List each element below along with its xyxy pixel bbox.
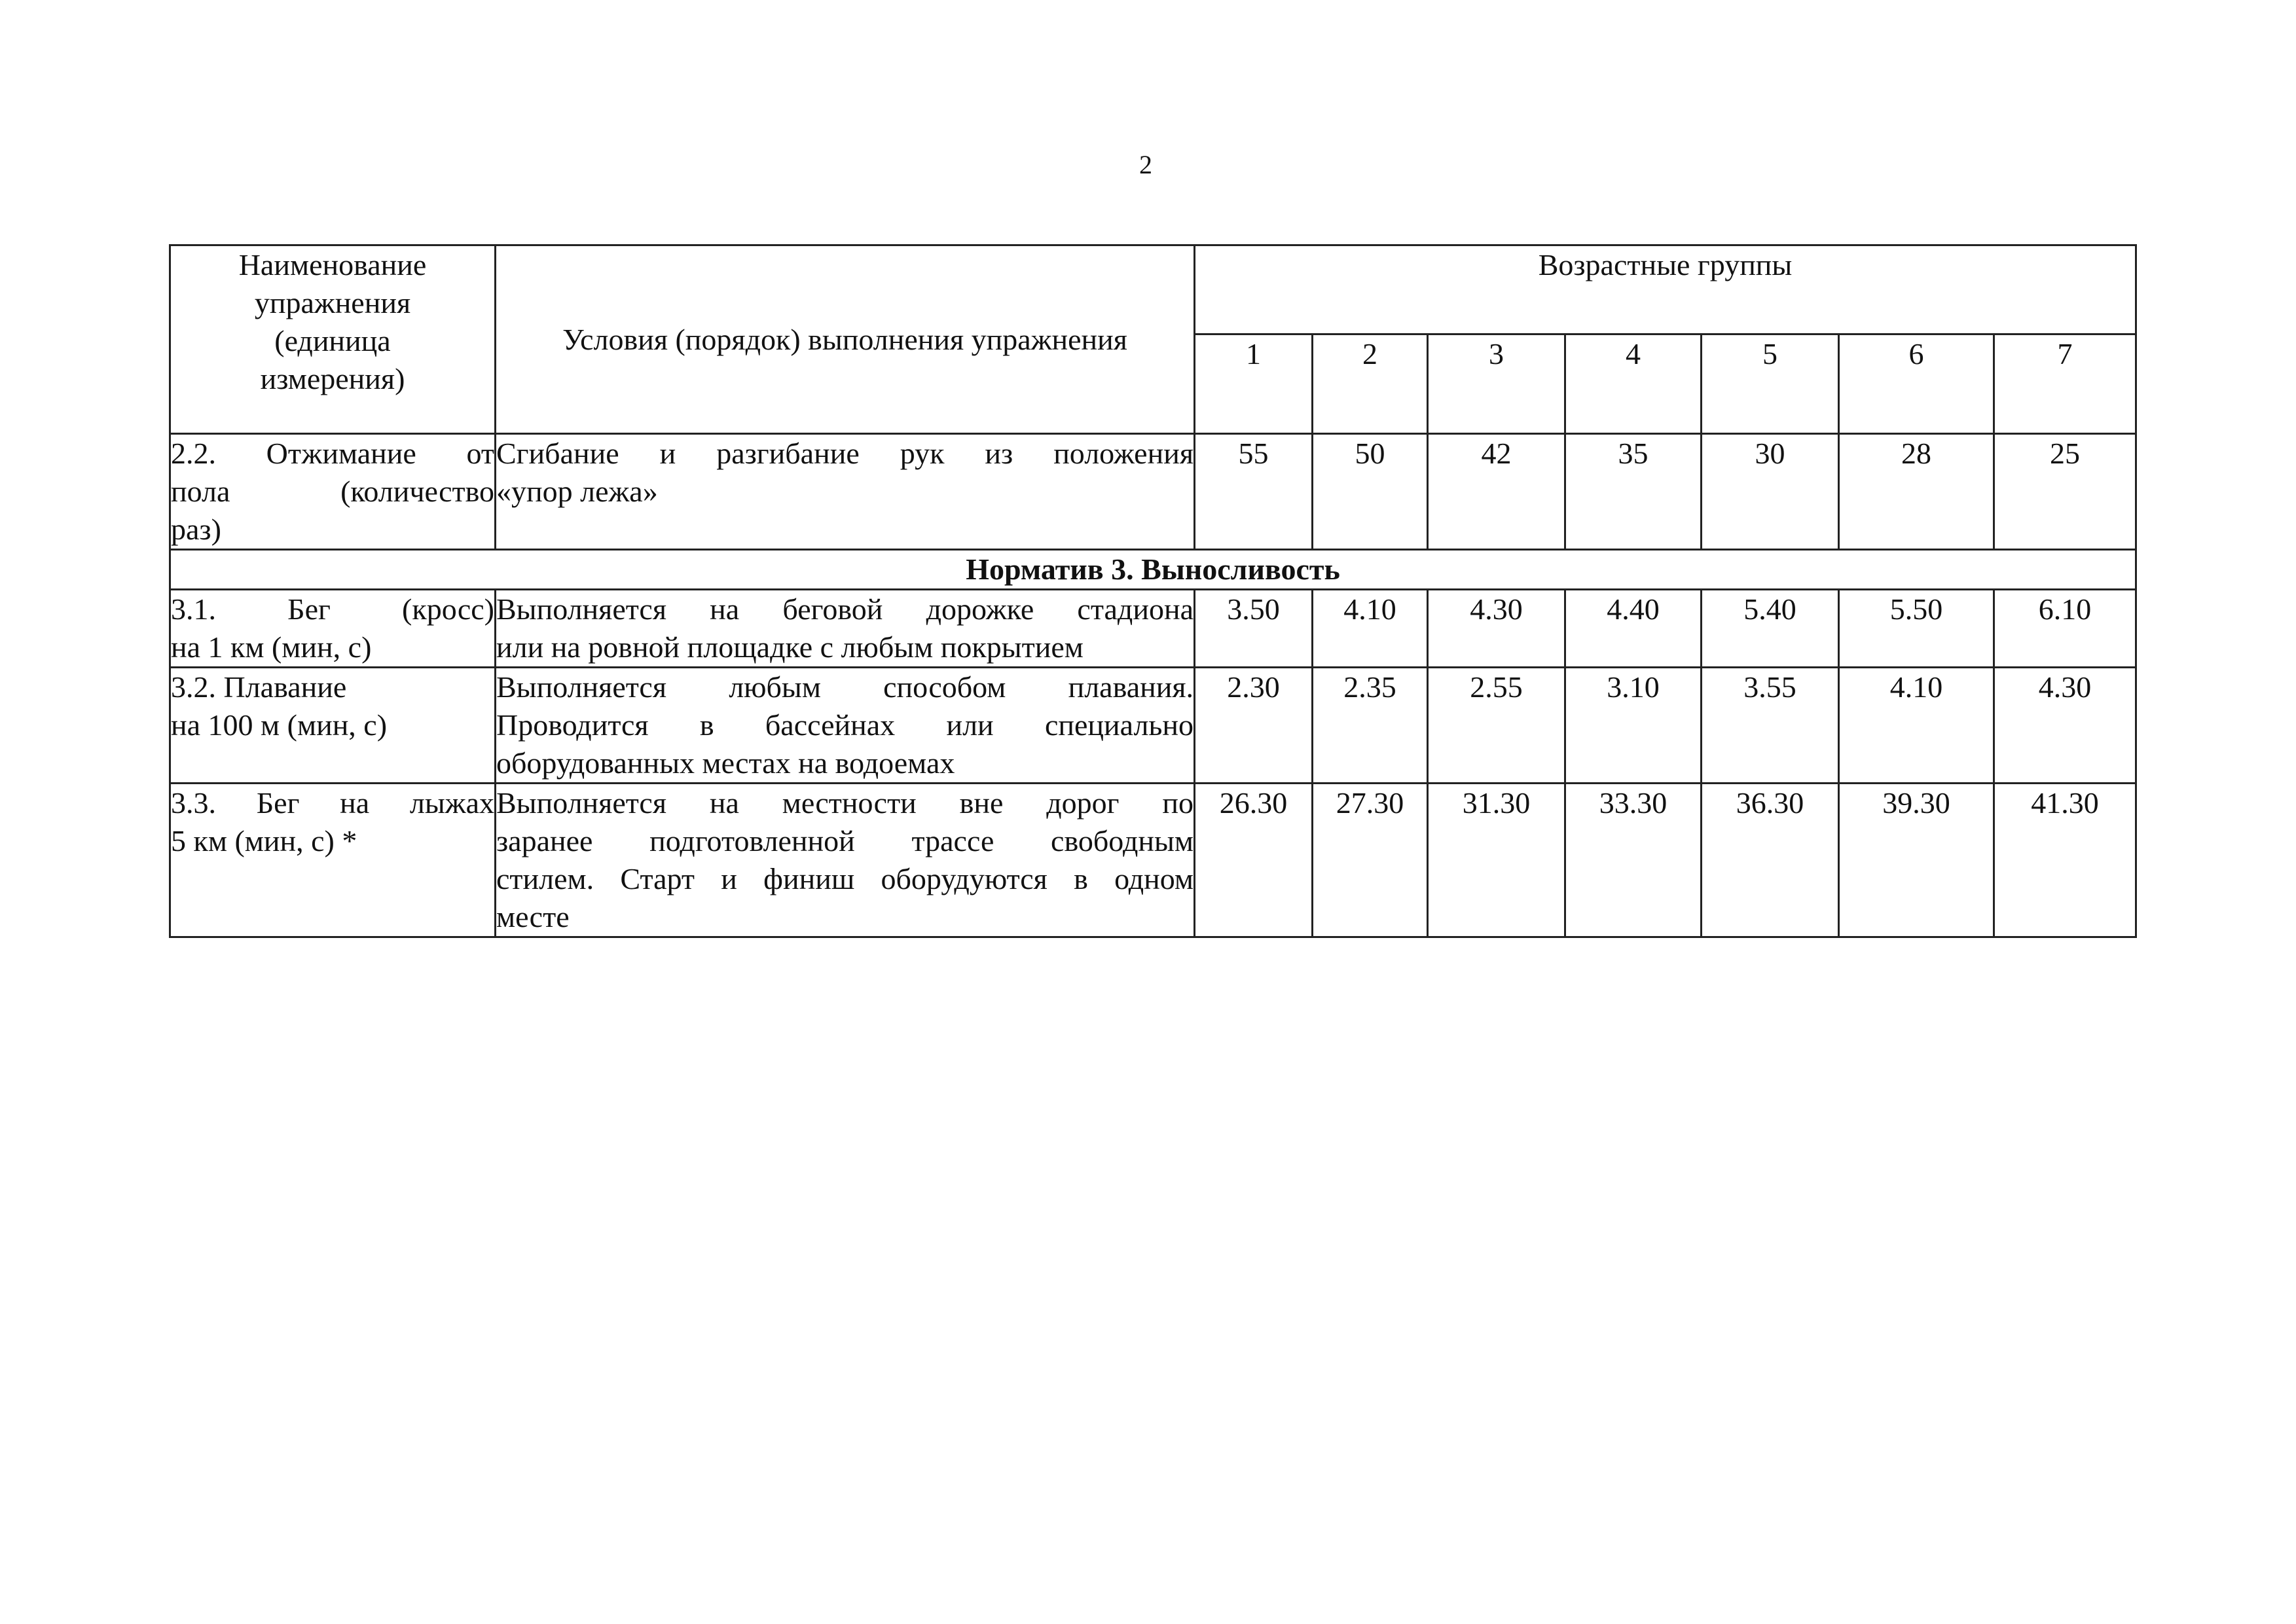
header-name-line: упражнения <box>254 286 411 319</box>
condition-line: стилем. Старт и финиш оборудуются в одном <box>496 862 1194 895</box>
section-row <box>170 550 2136 590</box>
header-name-line: (единица <box>274 324 391 357</box>
condition-line: Сгибание и разгибание рук из положения <box>496 437 1194 470</box>
exercise-name-line: раз) <box>171 513 221 546</box>
norm-value: 6.10 <box>1994 590 2136 668</box>
exercise-name-line: 3.3. Бег на лыжах <box>171 786 494 820</box>
norm-value: 39.30 <box>1839 784 1994 937</box>
condition-line: или на ровной площадке с любым покрытием <box>496 630 1084 664</box>
group-number: 1 <box>1195 334 1313 434</box>
exercise-name <box>170 434 496 550</box>
exercise-name-line: на 100 м (мин, с) <box>171 708 388 742</box>
header-name-line: Наименование <box>238 248 427 281</box>
table-row <box>170 784 2136 937</box>
group-number: 6 <box>1839 334 1994 434</box>
header-row <box>170 245 2136 334</box>
norm-value: 3.10 <box>1565 668 1702 784</box>
norm-value: 4.10 <box>1313 590 1428 668</box>
group-number: 2 <box>1313 334 1428 434</box>
norm-value: 41.30 <box>1994 784 2136 937</box>
table-row <box>170 434 2136 550</box>
exercise-name-line: 5 км (мин, с) * <box>171 824 357 857</box>
norm-value: 25 <box>1994 434 2136 550</box>
norm-value: 2.35 <box>1313 668 1428 784</box>
norm-value: 4.30 <box>1428 590 1565 668</box>
exercise-conditions <box>496 668 1195 784</box>
header-conditions: Условия (порядок) выполнения упражнения <box>496 245 1195 434</box>
norm-value: 50 <box>1313 434 1428 550</box>
norm-value: 26.30 <box>1195 784 1313 937</box>
condition-line: Выполняется на беговой дорожке стадиона <box>496 592 1194 626</box>
condition-line: месте <box>496 900 570 933</box>
norm-value: 33.30 <box>1565 784 1702 937</box>
exercise-name-line: 3.2. Плавание <box>171 670 347 704</box>
exercise-name-line: 3.1. Бег (кросс) <box>171 592 494 626</box>
header-name-line: измерения) <box>260 362 405 395</box>
standards-table <box>169 244 2137 938</box>
group-number: 4 <box>1565 334 1702 434</box>
exercise-name <box>170 590 496 668</box>
norm-value: 30 <box>1702 434 1839 550</box>
exercise-conditions <box>496 590 1195 668</box>
condition-line: заранее подготовленной трассе свободным <box>496 824 1194 857</box>
norm-value: 3.50 <box>1195 590 1313 668</box>
header-age-groups: Возрастные группы <box>1195 245 2136 334</box>
norm-value: 2.30 <box>1195 668 1313 784</box>
norm-value: 27.30 <box>1313 784 1428 937</box>
header-exercise-name <box>170 245 496 434</box>
exercise-conditions <box>496 784 1195 937</box>
norm-value: 5.40 <box>1702 590 1839 668</box>
condition-line: Проводится в бассейнах или специально <box>496 708 1194 742</box>
norm-value: 5.50 <box>1839 590 1994 668</box>
page-number: 2 <box>1139 150 1152 179</box>
norm-value: 4.40 <box>1565 590 1702 668</box>
condition-line: Выполняется любым способом плавания. <box>496 670 1194 704</box>
norm-value: 31.30 <box>1428 784 1565 937</box>
exercise-name <box>170 668 496 784</box>
exercise-name-line: 2.2. Отжимание от <box>171 437 494 470</box>
condition-line: «упор лежа» <box>496 475 658 508</box>
condition-line: Выполняется на местности вне дорог по <box>496 786 1194 820</box>
exercise-name <box>170 784 496 937</box>
norm-value: 42 <box>1428 434 1565 550</box>
norm-value: 35 <box>1565 434 1702 550</box>
condition-line: оборудованных местах на водоемах <box>496 746 955 780</box>
norm-value: 36.30 <box>1702 784 1839 937</box>
group-number: 3 <box>1428 334 1565 434</box>
exercise-conditions <box>496 434 1195 550</box>
table-row <box>170 668 2136 784</box>
group-number: 5 <box>1702 334 1839 434</box>
norm-value: 2.55 <box>1428 668 1565 784</box>
exercise-name-line: на 1 км (мин, с) <box>171 630 372 664</box>
table-row <box>170 590 2136 668</box>
exercise-name-line: пола (количество <box>171 475 494 508</box>
norm-value: 55 <box>1195 434 1313 550</box>
group-number: 7 <box>1994 334 2136 434</box>
norm-value: 3.55 <box>1702 668 1839 784</box>
section-title: Норматив 3. Выносливость <box>170 550 2136 590</box>
norm-value: 4.30 <box>1994 668 2136 784</box>
norm-value: 28 <box>1839 434 1994 550</box>
norm-value: 4.10 <box>1839 668 1994 784</box>
